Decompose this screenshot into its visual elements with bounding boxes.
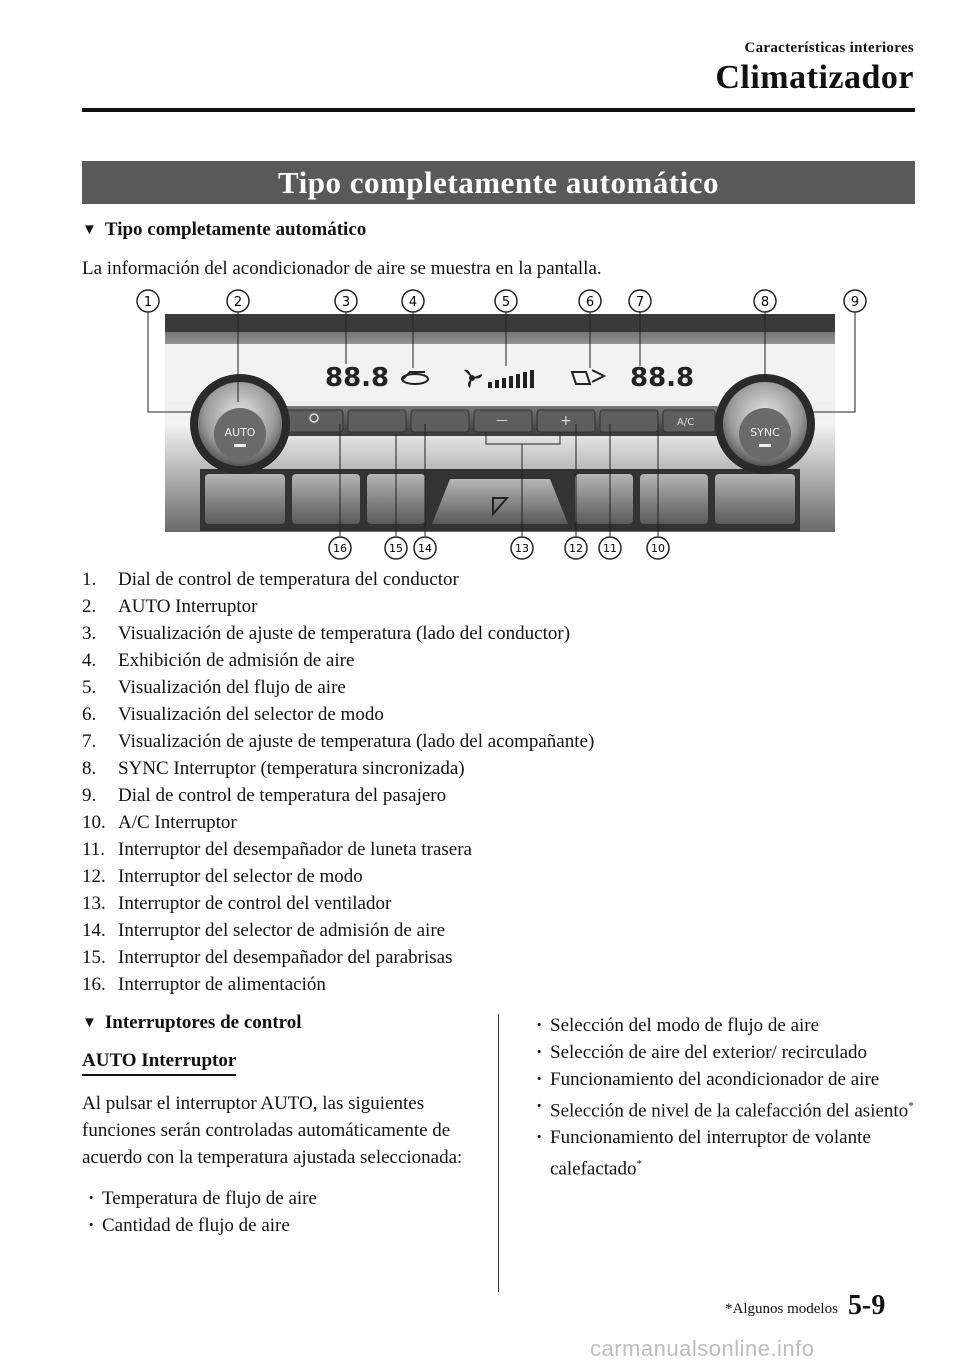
passenger-seat-heater-level-switch[interactable]: [640, 474, 708, 524]
ac-switch-label: A/C: [677, 417, 695, 428]
right-bullets: [530, 1012, 920, 1183]
footer-note: *Algunos modelos: [725, 1301, 838, 1317]
hazard-switch[interactable]: [432, 479, 568, 524]
left-bullets: [82, 1185, 482, 1239]
passenger-seat-heater-switch[interactable]: [715, 474, 795, 524]
list-item: 14. Interruptor del selector de admisión de aire: [82, 920, 446, 941]
callout-15: 15: [389, 542, 403, 555]
list-item: 3. Visualización de ajuste de temperatura (lado del conductor): [82, 623, 571, 644]
triangle-down-icon: ▼: [82, 221, 97, 238]
header-rule: [82, 108, 915, 112]
asterisk-mark: *: [908, 1100, 914, 1112]
page-header: [715, 40, 914, 97]
subheading-text: Tipo completamente automático: [104, 219, 367, 240]
callout-12: 12: [569, 542, 583, 555]
callout-13: 13: [515, 542, 529, 555]
callout-7: 7: [635, 295, 645, 310]
list-item: 10. A/C Interruptor: [82, 812, 237, 833]
subheading-text: Interruptores de control: [104, 1012, 302, 1033]
auto-switch-heading: AUTO Interruptor: [82, 1050, 236, 1076]
section-banner: Tipo completamente automático: [82, 161, 915, 204]
mode-selector-switch[interactable]: [600, 410, 658, 432]
right-column: [530, 1012, 920, 1183]
air-intake-switch[interactable]: [411, 410, 469, 432]
list-item: 15. Interruptor del desempañador del parabrisas: [82, 947, 453, 968]
callout-14: 14: [418, 542, 432, 555]
list-item: 13. Interruptor de control del ventilador: [82, 893, 392, 914]
display-right-temp: 88.8: [630, 363, 695, 393]
auto-indicator: [234, 444, 246, 447]
list-item: · Funcionamiento del acondicionador de aire: [530, 1066, 920, 1093]
callout-3: 3: [341, 295, 351, 310]
callout-5: 5: [501, 295, 511, 310]
list-item: · Selección del modo de flujo de aire: [530, 1012, 920, 1039]
top-callouts: [137, 290, 866, 312]
climate-panel-figure: [120, 284, 880, 564]
list-item: · Cantidad de flujo de aire: [82, 1212, 482, 1239]
sync-label: SYNC: [750, 426, 780, 439]
list-item: 11. Interruptor del desempañador de luneta trasera: [82, 839, 472, 860]
list-item: 8. SYNC Interruptor (temperatura sincronizada): [82, 758, 465, 779]
callout-2: 2: [233, 295, 243, 310]
list-item: 5. Visualización del flujo de aire: [82, 677, 346, 698]
section-title: Climatizador: [715, 59, 914, 96]
list-item: · Selección de nivel de la calefacción del asiento*: [530, 1093, 920, 1124]
watermark: carmanualsonline.info: [590, 1336, 815, 1361]
panel-top-bezel: [165, 314, 835, 332]
list-item: · Temperatura de flujo de aire: [82, 1185, 482, 1212]
intro-text: La información del acondicionador de aire se muestra en la pantalla.: [82, 258, 602, 279]
callout-8: 8: [760, 295, 770, 310]
list-item: 7. Visualización de ajuste de temperatura (lado del acompañante): [82, 731, 595, 752]
chapter-title: Características interiores: [744, 40, 914, 56]
list-item: 16. Interruptor de alimentación: [82, 974, 326, 995]
fan-plus-glyph: +: [560, 413, 572, 429]
auto-description: Al pulsar el interruptor AUTO, las siguientes funciones serán controladas automáticamente de acuerdo con la temperatura ajustada seleccionada:: [82, 1093, 463, 1168]
left-column: [82, 1012, 482, 1239]
list-item: 1. Dial de control de temperatura del conductor: [82, 569, 459, 590]
rear-defrost-switch[interactable]: [575, 474, 633, 524]
asterisk-mark: *: [636, 1158, 642, 1171]
driver-seat-heater-level-switch[interactable]: [292, 474, 360, 524]
callout-4: 4: [408, 295, 418, 310]
sync-indicator: [759, 444, 771, 447]
list-item: 2. AUTO Interruptor: [82, 596, 258, 617]
page-number: 5-9: [848, 1290, 886, 1321]
windshield-defroster-switch[interactable]: [348, 410, 406, 432]
callout-10: 10: [651, 542, 665, 555]
callout-6: 6: [585, 295, 595, 310]
parts-list: [82, 566, 594, 998]
callout-16: 16: [333, 542, 347, 555]
fan-minus-glyph: —: [496, 413, 508, 427]
list-item: 4. Exhibición de admisión de aire: [82, 650, 355, 671]
display-left-temp: 88.8: [325, 363, 390, 393]
callout-1: 1: [143, 295, 153, 310]
auto-label: AUTO: [224, 426, 256, 439]
list-item: · Selección de aire del exterior/ recirculado: [530, 1039, 920, 1066]
callout-9: 9: [850, 295, 860, 310]
list-item: · Funcionamiento del interruptor de volante calefactado*: [530, 1124, 920, 1182]
subheading-control-switches: [82, 1012, 482, 1034]
column-divider: [498, 1014, 499, 1292]
triangle-down-icon: ▼: [82, 1014, 97, 1031]
subheading-full-auto: [82, 219, 366, 241]
list-item: 9. Dial de control de temperatura del pasajero: [82, 785, 447, 806]
driver-seat-heater-switch[interactable]: [205, 474, 285, 524]
bottom-callouts: [329, 537, 669, 559]
list-item: 12. Interruptor del selector de modo: [82, 866, 363, 887]
list-item: 6. Visualización del selector de modo: [82, 704, 384, 725]
climate-panel-illustration: [120, 284, 880, 564]
callout-11: 11: [603, 542, 617, 555]
